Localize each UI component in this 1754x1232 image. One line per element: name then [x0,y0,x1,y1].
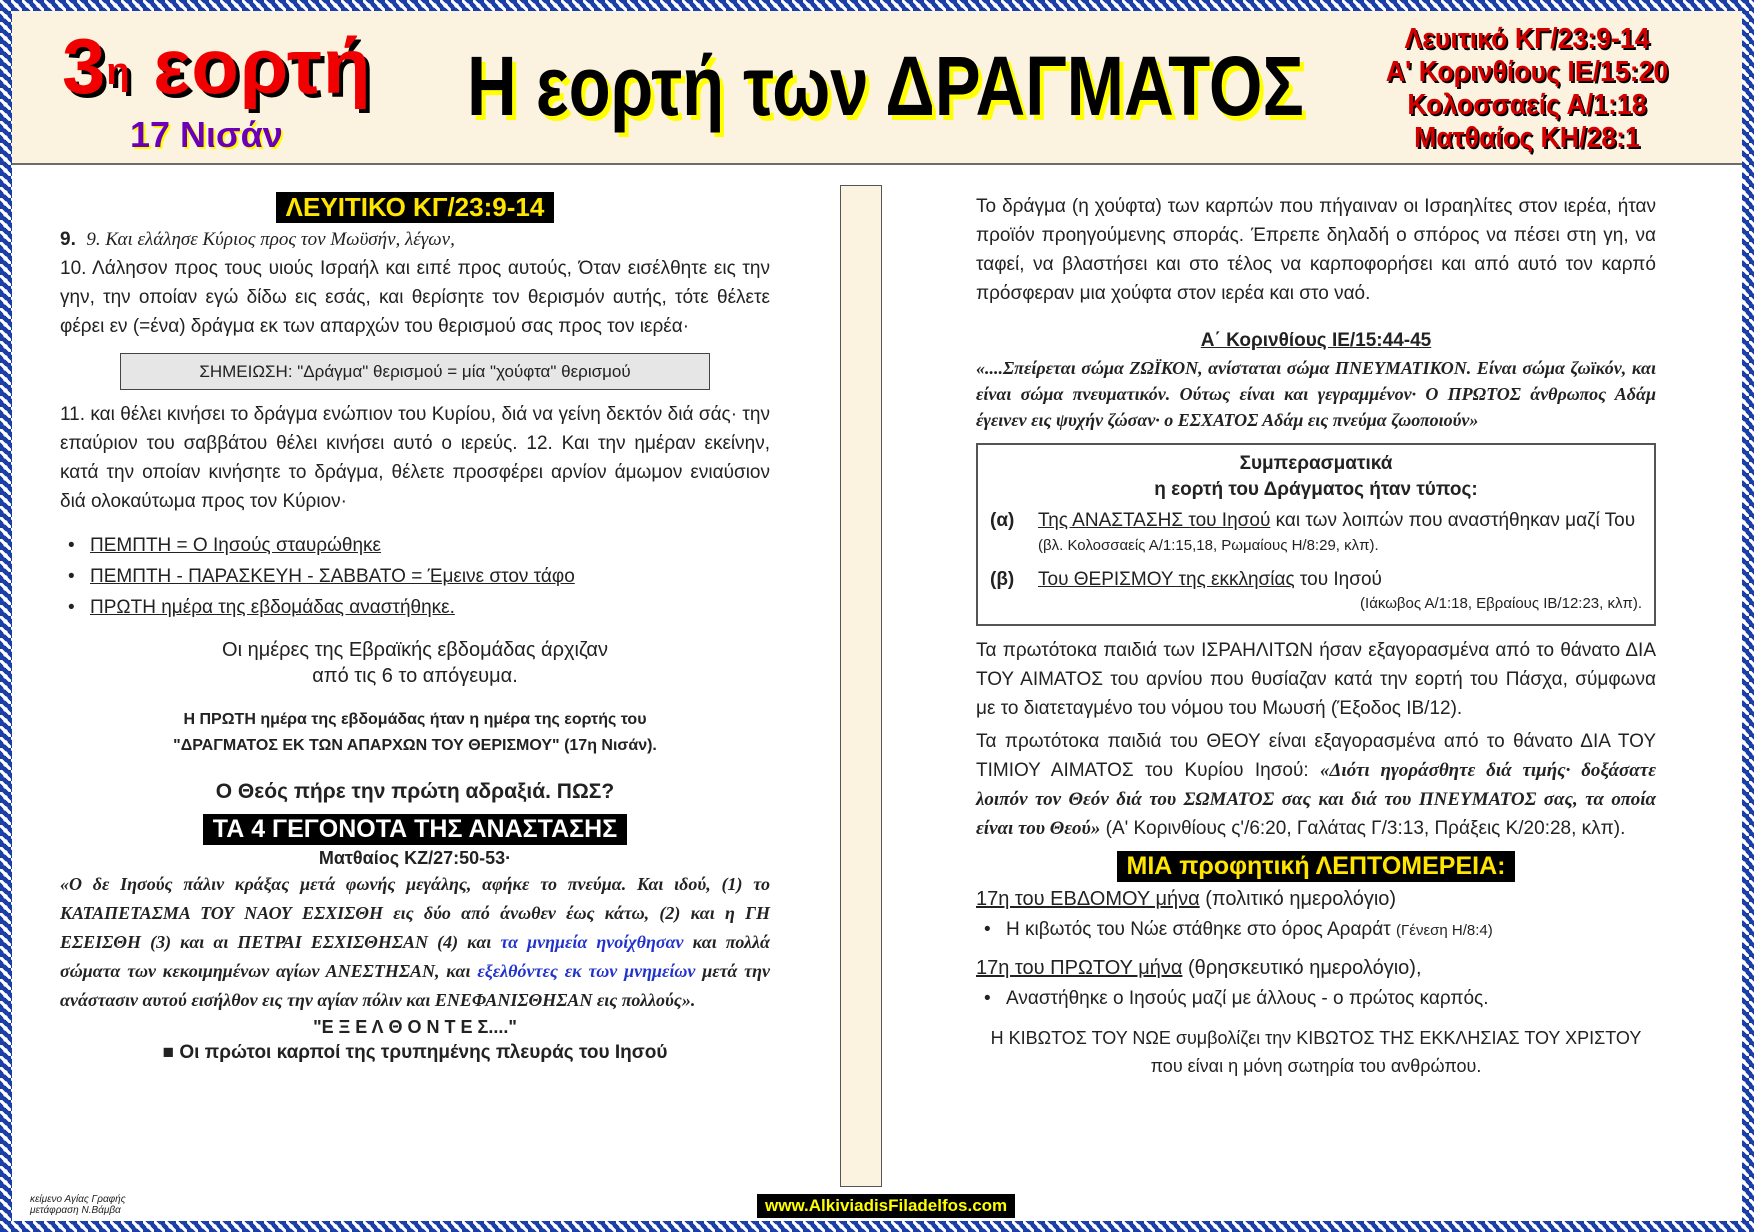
list-item: • ΠΕΜΠΤΗ = Ο Ιησούς σταυρώθηκε [60,530,770,561]
corinthians-ref: Α΄ Κορινθίους ΙΕ/15:44-45 [1200,330,1432,351]
leviticus-banner: ΛΕΥΙΤΙΚΟ ΚΓ/23:9-14 [276,192,555,223]
sheaf-paragraph: Το δράγμα (η χούφτα) των καρπών που πήγαιναν οι Ισραηλίτες στον ιερέα, ήταν προϊόν προηγούμενης σποράς. Έπρεπε δηλαδή ο σπόρος να πέσει στη γη, να ταφεί, να βλαστήσει και στο τέλος να καρποφορήσει και από αυτό τον καρπό πρόσφεραν μια χούφτα στον ιερέα και στο ναό. [976,196,1656,304]
first-month-list [976,983,1656,1014]
verse-9: 9. 9. Και ελάλησε Κύριος προς τον Μωϋσήν, λέγων, [60,229,455,250]
ref-4: Ματθαίος ΚΗ/28:1 [1414,122,1640,154]
box-item-b: (β) Του ΘΕΡΙΣΜΟΥ της εκκλησίας του Ιησού (Ιάκωβος Α/1:18, Εβραίους ΙΒ/12:23, κλπ). [990,568,1642,616]
days-note-2: από τις 6 το απόγευμα. [312,665,518,687]
column-divider [840,185,882,1187]
list-item: • ΠΕΜΠΤΗ - ΠΑΡΑΣΚΕΥΗ - ΣΑΒΒΑΤΟ = Έμεινε στον τάφο [60,561,770,592]
note-box: ΣΗΜΕΙΩΣΗ: "Δράγμα" θερισμού = μία "χούφτα" θερισμού [120,353,710,390]
box-b-label: (β) [990,569,1015,590]
list-item: • ΠΡΩΤΗ ημέρα της εβδομάδας αναστήθηκε. [60,592,770,623]
feast-word: εορτή [153,22,372,110]
box-title-1: Συμπερασματικά [1239,453,1393,474]
feast-sub: η [106,50,131,93]
credit-2: μετάφραση Ν.Βάμβα [30,1205,121,1216]
box-a-label: (α) [990,510,1015,531]
ref-2: Α' Κορινθίους ΙΕ/15:20 [1385,56,1669,88]
box-title-2: η εορτή του Δράγματος ήταν τύπος: [1154,479,1478,500]
israelites-paragraph: Τα πρωτότοκα παιδιά των ΙΣΡΑΗΛΙΤΩΝ ήσαν εξαγορασμένα από το θάνατο ΔΙΑ ΤΟΥ ΑΙΜΑΤΟΣ του αρνίου που θυσίαζαν κατά την εορτή του Πάσχα, σύμφωνα με το διατεταγμένο του νόμου του Μωυσή (Έξοδος ΙΒ/12). [976,640,1656,719]
left-column [60,192,770,1067]
feast-date: 17 Νισάν [130,114,283,155]
exelthontes: "Ε Ξ Ε Λ Θ Ο Ν Τ Ε Σ...." [313,1017,517,1037]
feast-number [62,21,372,112]
header [12,11,1742,165]
resurrection-banner: ΤΑ 4 ΓΕΓΟΝΟΤΑ ΤΗΣ ΑΝΑΣΤΑΣΗΣ [203,814,627,845]
ref-1: Λευιτικό ΚΓ/23:9-14 [1404,23,1650,55]
ark-paragraph: Η ΚΙΒΩΤΟΣ ΤΟΥ ΝΩΕ συμβολίζει την ΚΙΒΩΤΟΣ ΤΗΣ ΕΚΚΛΗΣΙΑΣ ΤΟΥ ΧΡΙΣΤΟΥ που είναι η μόνη σωτηρία του ανθρώπου. [990,1028,1642,1076]
corinthians-quote: «....Σπείρεται σώμα ΖΩΪΚΟΝ, ανίσταται σώμα ΠΝΕΥΜΑΤΙΚΟΝ. Είναι σώμα ζωϊκόν, και είναι σώμα πνευματικόν. Ούτως είναι και γεγραμμένον· Ο ΠΡΩΤΟΣ άνθρωπος Αδάμ έγεινεν εις ψυχήν ζώσαν· ο ΕΣΧΑΤΟΣ Αδάμ εις πνεύμα ζωοποιούν» [976,358,1656,430]
translation-credit [30,1194,126,1216]
page-title: Η εορτή των ΔΡΑΓΜΑΤΟΣ [467,39,1304,133]
verse-10: 10. Λάλησον προς τους υιούς Ισραήλ και ειπέ προς αυτούς, Όταν εισέλθητε εις την γην, την οποίαν εγώ δίδω εις εσάς, και θερίσητε τον θερισμόν αυτής, τότε θέλετε φέρει εν (=ένα) δράγμα εκ των απαρχών του θερισμού σας προς τον ιερέα· [60,258,770,337]
seventh-month: 17η του ΕΒΔΟΜΟΥ μήνα (πολιτικό ημερολόγιο) [976,888,1397,910]
first-day-1: Η ΠΡΩΤΗ ημέρα της εβδομάδας ήταν η ημέρα της εορτής του [183,711,647,728]
verse-11: 11. και θέλει κινήσει το δράγμα ενώπιον του Κυρίου, διά να γείνη δεκτόν διά σάς· την επαύριον του σαββάτου θέλει κινήσει αυτό ο ιερεύς. 12. Και την ημέραν εκείνην, κατά την οποίαν κινήσητε το δράγμα, θέλετε προσφέρει αρνίον άμωμον ενιαύσιον διά ολοκαύτωμα προς τον Κύριον· [60,404,770,512]
right-column [976,192,1656,1080]
credit-1: κείμενο Αγίας Γραφής [30,1194,126,1205]
days-note-1: Οι ημέρες της Εβραϊκής εβδομάδας άρχιζαν [222,639,608,661]
conclusion-box [976,443,1656,626]
box-item-a: (α) Της ΑΝΑΣΤΑΣΗΣ του Ιησού και των λοιπών που αναστήθηκαν μαζί Του (βλ. Κολοσσαείς Α/1:15,18, Ρωμαίους Η/8:29, κλπ). [990,509,1642,558]
matthew-quote: «Ο δε Ιησούς πάλιν κράξας μετά φωνής μεγάλης, αφήκε το πνεύμα. Και ιδού, (1) το ΚΑΤΑΠΕΤΑΣΜΑ ΤΟΥ ΝΑΟΥ ΕΣΧΙΣΘΗ εις δύο από άνωθεν έως κάτω, (2) και η ΓΗ ΕΣΕΙΣΘΗ (3) και αι ΠΕΤΡΑΙ ΕΣΧΙΣΘΗΣΑΝ (4) και τα μνημεία ηνοίχθησαν και πολλά σώματα των κεκοιμημένων αγίων ΑΝΕΣΤΗΣΑΝ, και εξελθόντες εκ των μνημείων μετά την ανάστασιν αυτού εισήλθον εις την αγίαν πόλιν και ΕΝΕΦΑΝΙΣΘΗΣΑΝ εις πολλούς». [60,874,770,1010]
first-month: 17η του ΠΡΩΤΟΥ μήνα (θρησκευτικό ημερολόγιο), [976,957,1422,979]
first-fruits: ■ Οι πρώτοι καρποί της τρυπημένης πλευράς του Ιησού [162,1042,668,1063]
matthew-ref: Ματθαίος ΚΖ/27:50-53· [318,848,512,868]
list-item: • Αναστήθηκε ο Ιησούς μαζί με άλλους - ο πρώτος καρπός. [976,983,1656,1014]
days-note [60,637,770,689]
prophetic-banner: ΜΙΑ προφητική ΛΕΠΤΟΜΕΡΕΙΑ: [1117,851,1516,882]
ref-3: Κολοσσαείς Α/1:18 [1407,89,1647,121]
scripture-refs [1372,23,1682,155]
website-link[interactable]: www.AlkiviadisFiladelfos.com [757,1194,1015,1218]
first-day-note [60,707,770,759]
god-question: Ο Θεός πήρε την πρώτη αδραξιά. ΠΩΣ? [215,780,615,803]
seventh-month-list [976,914,1656,946]
god-children-paragraph: Τα πρωτότοκα παιδιά του ΘΕΟΥ είναι εξαγορασμένα από το θάνατο ΔΙΑ ΤΟΥ ΤΙΜΙΟΥ ΑΙΜΑΤΟΣ του Κυρίου Ιησού: «Διότι ηγοράσθητε διά τιμής· δοξάσατε λοιπόν τον Θεόν διά του ΣΩΜΑΤΟΣ σας και διά του ΠΝΕΥΜΑΤΟΣ σας, τα οποία είναι του Θεού» (Α' Κορινθίους ς'/6:20, Γαλάτας Γ/3:13, Πράξεις Κ/20:28, κλπ). [976,731,1656,839]
feast-num: 3 [62,22,107,110]
first-day-2: "ΔΡΑΓΜΑΤΟΣ ΕΚ ΤΩΝ ΑΠΑΡΧΩΝ ΤΟΥ ΘΕΡΙΣΜΟΥ" (17η Νισάν). [173,737,657,754]
days-list [60,530,770,623]
list-item: • Η κιβωτός του Νώε στάθηκε στο όρος Αραράτ (Γένεση Η/8:4) [976,914,1656,946]
